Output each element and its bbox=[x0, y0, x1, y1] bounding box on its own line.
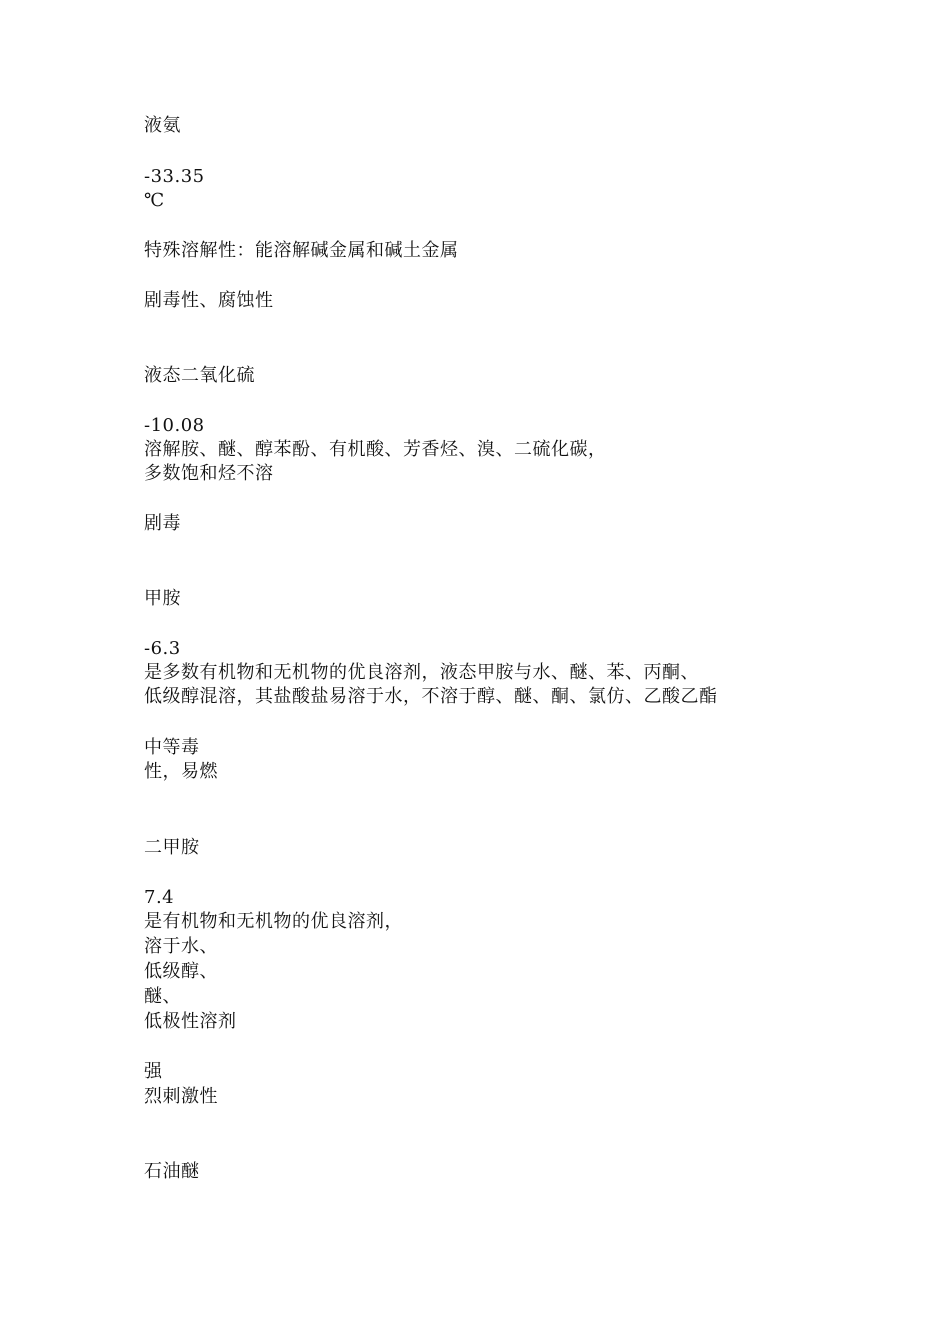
entry-solubility: 低极性溶剂 bbox=[144, 1011, 237, 1032]
entry-solubility: 溶于水、 bbox=[144, 936, 218, 957]
entry-solubility: 醚、 bbox=[144, 986, 181, 1007]
entry-hazard: 中等毒 bbox=[144, 737, 200, 758]
entry-value: 7.4 bbox=[144, 887, 175, 908]
entry-solubility: 是有机物和无机物的优良溶剂， bbox=[144, 911, 403, 932]
entry-solubility: 低级醇混溶，其盐酸盐易溶于水，不溶于醇、醚、酮、氯仿、乙酸乙酯 bbox=[144, 686, 718, 707]
entry-solubility: 低级醇、 bbox=[144, 961, 218, 982]
entry-hazard: 强 bbox=[144, 1061, 163, 1082]
entry-solubility: 特殊溶解性：能溶解碱金属和碱土金属 bbox=[144, 240, 459, 261]
entry-hazard: 烈刺激性 bbox=[144, 1086, 218, 1107]
entry-solubility: 是多数有机物和无机物的优良溶剂，液态甲胺与水、醚、苯、丙酮、 bbox=[144, 662, 699, 683]
entry-name: 石油醚 bbox=[144, 1161, 200, 1182]
entry-hazard: 剧毒 bbox=[144, 513, 181, 534]
entry-solubility: 溶解胺、醚、醇苯酚、有机酸、芳香烃、溴、二硫化碳， bbox=[144, 439, 607, 460]
entry-solubility: 多数饱和烃不溶 bbox=[144, 463, 274, 484]
entry-name: 甲胺 bbox=[144, 588, 181, 609]
entry-value-unit: ℃ bbox=[144, 190, 165, 211]
entry-name: 二甲胺 bbox=[144, 837, 200, 858]
entry-name: 液氨 bbox=[144, 115, 181, 136]
entry-value: -6.3 bbox=[144, 638, 181, 659]
entry-value: -33.35 bbox=[144, 166, 205, 187]
entry-hazard: 剧毒性、腐蚀性 bbox=[144, 290, 274, 311]
entry-name: 液态二氧化硫 bbox=[144, 365, 255, 386]
entry-hazard: 性，易燃 bbox=[144, 761, 218, 782]
entry-value: -10.08 bbox=[144, 415, 205, 436]
